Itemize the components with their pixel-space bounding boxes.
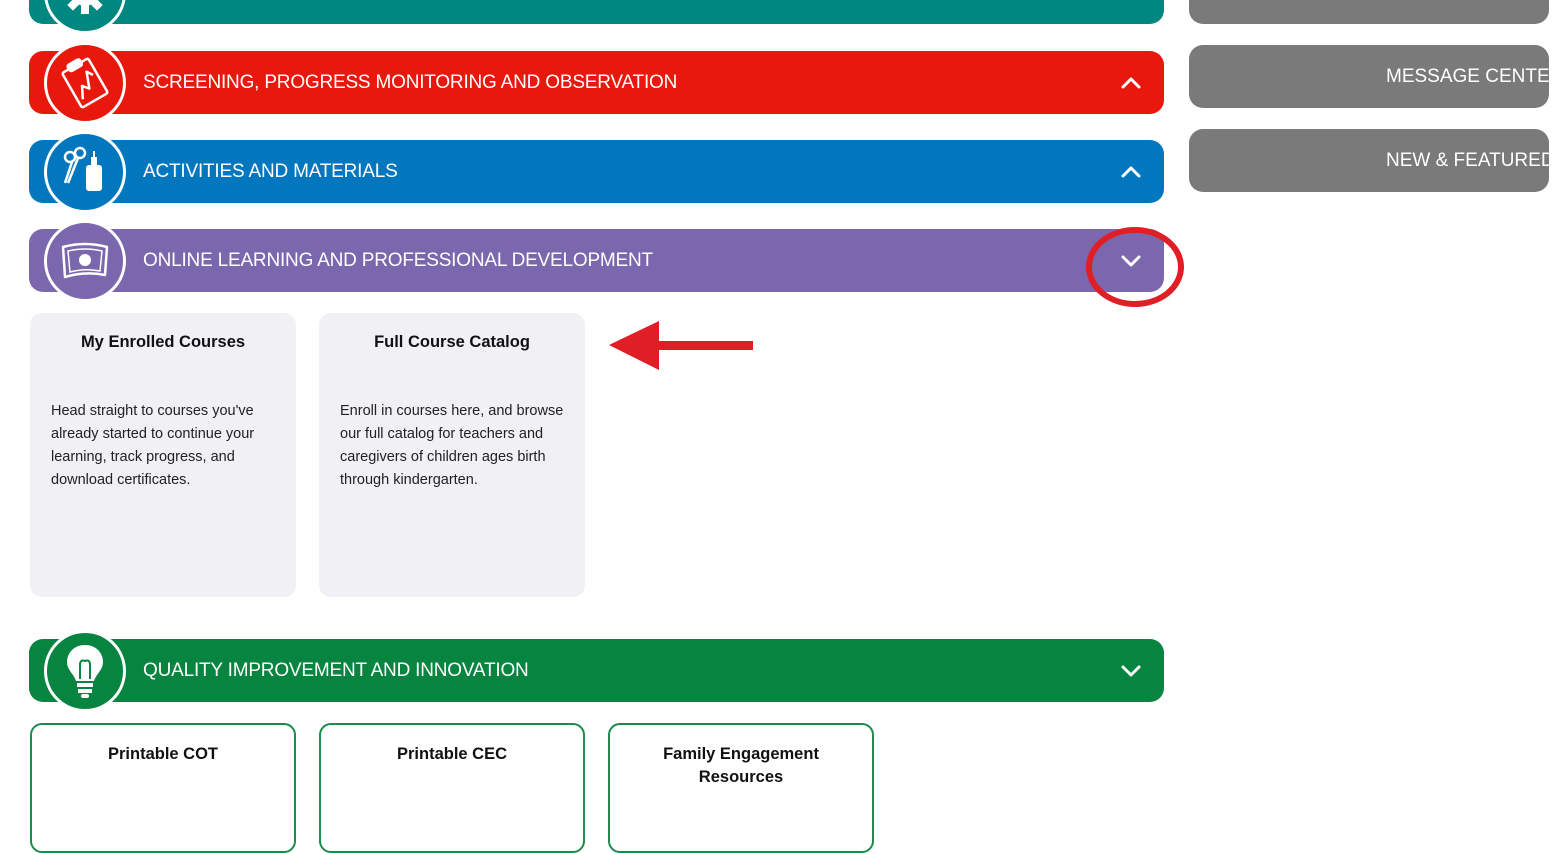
arrow-annotation [607, 319, 757, 373]
message-center-button[interactable] [1189, 45, 1563, 108]
card-printable-cot[interactable] [30, 723, 296, 853]
section-title-screening: SCREENING, PROGRESS MONITORING AND OBSERVATION [143, 72, 678, 93]
clipboard-chart-icon [56, 54, 114, 112]
card-title: My Enrolled Courses [80, 333, 246, 351]
section-bar-activities[interactable] [29, 140, 1164, 203]
card-title: Full Course Catalog [374, 333, 530, 351]
activities-badge [44, 131, 126, 213]
section-bar-quality[interactable] [29, 639, 1164, 702]
sidebar-button-label: NEW & FEATURED [1386, 150, 1555, 171]
card-title: Printable COT [107, 745, 218, 763]
card-printable-cec[interactable] [319, 723, 585, 853]
section-bar-tools[interactable] [29, 0, 1164, 24]
section-title-online: ONLINE LEARNING AND PROFESSIONAL DEVELOPMENT [143, 250, 653, 271]
sidebar-button-label: MESSAGE CENTER [1386, 66, 1563, 87]
scissors-glue-icon [56, 143, 114, 201]
highlight-circle-annotation [1084, 226, 1188, 310]
section-title-quality: QUALITY IMPROVEMENT AND INNOVATION [143, 660, 529, 681]
tools-badge [44, 0, 126, 34]
sidebar [1189, 0, 1563, 819]
chevron-up-icon[interactable] [1118, 70, 1144, 96]
new-featured-button[interactable] [1189, 129, 1555, 192]
card-description: Enroll in courses here, and browse our full catalog for teachers and caregivers of children ages birth through kindergarten. [340, 403, 564, 488]
lightbulb-icon [59, 641, 111, 701]
gear-icon [60, 0, 110, 18]
chevron-up-icon[interactable] [1118, 159, 1144, 185]
card-title: Family Engagement Resources [663, 745, 819, 786]
card-title: Printable CEC [396, 745, 508, 763]
section-bar-screening[interactable] [29, 51, 1164, 114]
chevron-down-icon[interactable] [1118, 658, 1144, 684]
screening-badge [44, 42, 126, 124]
online-badge [44, 220, 126, 302]
card-family-engagement-resources[interactable] [608, 723, 874, 853]
card-description: Head straight to courses you've already started to continue your learning, track progress, and download certificates. [51, 403, 255, 488]
section-title-activities: ACTIVITIES AND MATERIALS [143, 161, 398, 182]
quality-badge [44, 630, 126, 712]
certificate-icon [55, 231, 115, 291]
card-full-course-catalog[interactable] [319, 313, 585, 597]
sidebar-button-top[interactable] [1189, 0, 1549, 24]
section-bar-online-learning[interactable] [29, 229, 1164, 292]
card-my-enrolled-courses[interactable] [30, 313, 296, 597]
